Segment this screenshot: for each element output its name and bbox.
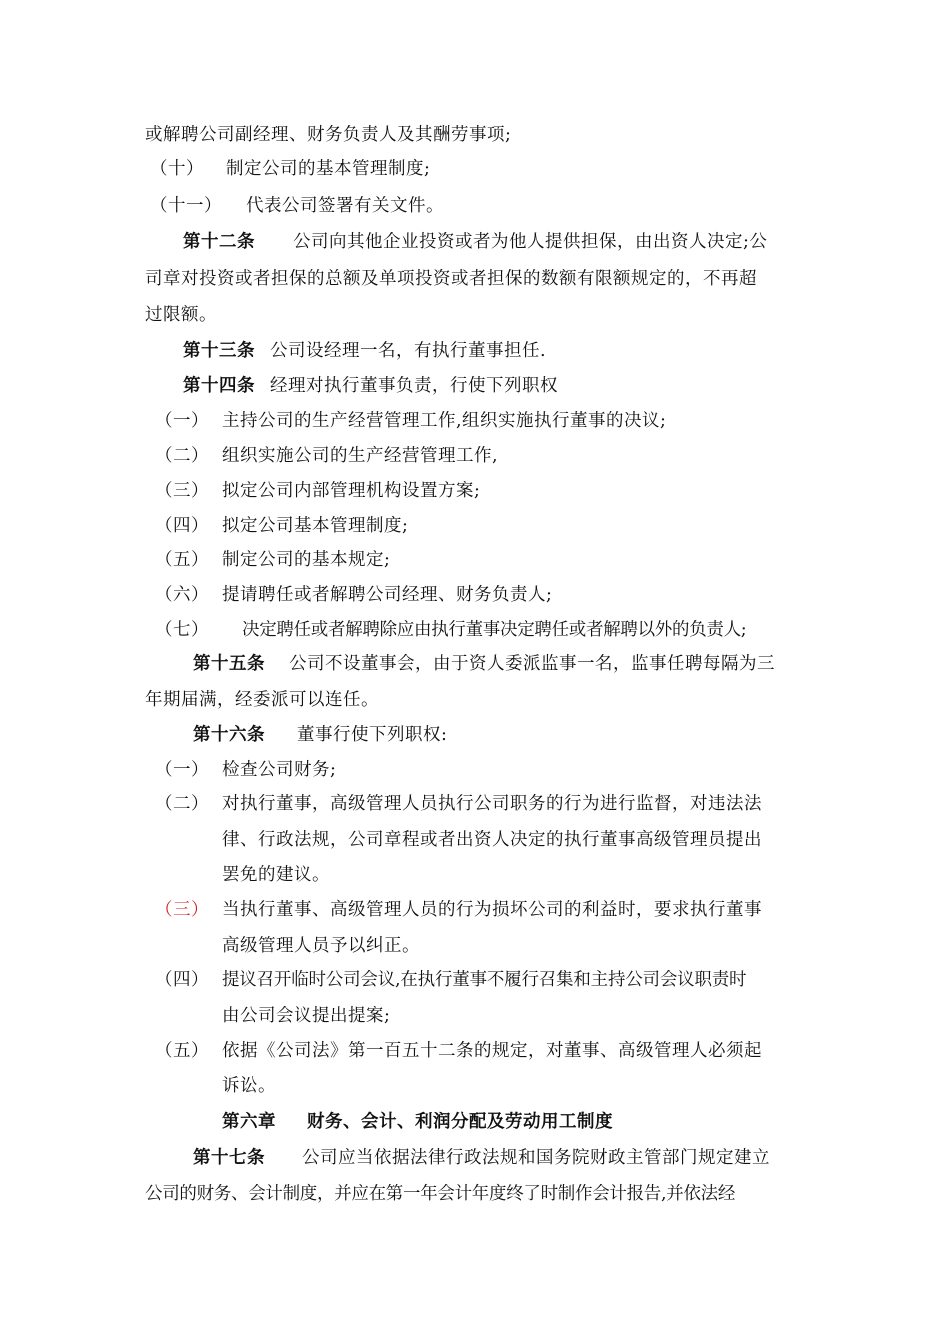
article-text: 董事行使下列职权:	[297, 725, 448, 745]
item-number: （十一）	[150, 196, 222, 216]
article-text: 公司的财务、会计制度，并应在第一年会计年度终了时制作会计报告,并依法经	[145, 1184, 736, 1204]
article-text: 过限额。	[145, 305, 217, 325]
item-text: 制定公司的基本规定;	[222, 550, 391, 570]
item-text: 诉讼。	[222, 1076, 276, 1096]
item-number-highlighted: （三）	[155, 900, 209, 920]
item-text: 提请聘任或者解聘公司经理、财务负责人;	[222, 585, 553, 605]
item-text: 拟定公司基本管理制度;	[222, 516, 409, 536]
item-number: （二）	[155, 794, 209, 814]
item-text: 代表公司签署有关文件。	[246, 196, 444, 216]
article-text: 年期届满，经委派可以连任。	[145, 690, 379, 710]
item-number: （一）	[155, 411, 209, 431]
item-number: （一）	[155, 760, 209, 780]
article-text: 经理对执行董事负责，行使下列职权	[270, 376, 558, 396]
article-text: 公司不设董事会，由于资人委派监事一名，监事任聘每隔为三	[289, 654, 775, 674]
item-text: 决定聘任或者解聘除应由执行董事决定聘任或者解聘以外的负责人;	[242, 620, 747, 640]
item-number: （五）	[155, 1041, 209, 1061]
item-number: （四）	[155, 516, 209, 536]
item-text: 对执行董事，高级管理人员执行公司职务的行为进行监督，对违法法	[222, 794, 762, 814]
item-number: （五）	[155, 550, 209, 570]
item-text: 提议召开临时公司会议,在执行董事不履行召集和主持公司会议职责时	[222, 970, 747, 990]
article-heading: 第十二条	[183, 232, 255, 252]
item-text: 制定公司的基本管理制度;	[226, 159, 431, 179]
article-heading: 第十七条	[193, 1148, 265, 1168]
chapter-number: 第六章	[222, 1112, 276, 1132]
item-number: （三）	[155, 481, 209, 501]
item-number: （二）	[155, 446, 209, 466]
article-heading: 第十四条	[183, 376, 255, 396]
article-text: 公司应当依据法律行政法规和国务院财政主管部门规定建立	[302, 1148, 770, 1168]
article-heading: 第十五条	[193, 654, 265, 674]
item-number: （四）	[155, 970, 209, 990]
item-text: 主持公司的生产经营管理工作,组织实施执行董事的决议;	[222, 411, 667, 431]
item-text: 依据《公司法》第一百五十二条的规定，对董事、高级管理人必须起	[222, 1041, 762, 1061]
article-heading: 第十六条	[193, 725, 265, 745]
item-text: 检查公司财务;	[222, 760, 337, 780]
item-text: 律、行政法规，公司章程或者出资人决定的执行董事高级管理员提出	[222, 830, 762, 850]
item-text: 由公司会议提出提案;	[222, 1006, 391, 1026]
item-number: （七）	[155, 620, 209, 640]
item-text: 罢免的建议。	[222, 865, 330, 885]
article-text: 公司设经理一名，有执行董事担任.	[270, 341, 547, 361]
article-text: 司章对投资或者担保的总额及单项投资或者担保的数额有限额规定的，不再超	[145, 269, 757, 289]
item-text: 当执行董事、高级管理人员的行为损坏公司的利益时，要求执行董事	[222, 900, 762, 920]
item-number: （十）	[150, 159, 204, 179]
item-text: 组织实施公司的生产经营管理工作,	[222, 446, 499, 466]
article-text: 公司向其他企业投资或者为他人提供担保，由出资人决定;公	[293, 232, 768, 252]
text-line: 或解聘公司副经理、财务负责人及其酬劳事项;	[145, 125, 512, 145]
item-number: （六）	[155, 585, 209, 605]
article-heading: 第十三条	[183, 341, 255, 361]
chapter-title: 财务、会计、利润分配及劳动用工制度	[307, 1112, 613, 1132]
item-text: 拟定公司内部管理机构设置方案;	[222, 481, 481, 501]
item-text: 高级管理人员予以纠正。	[222, 936, 420, 956]
